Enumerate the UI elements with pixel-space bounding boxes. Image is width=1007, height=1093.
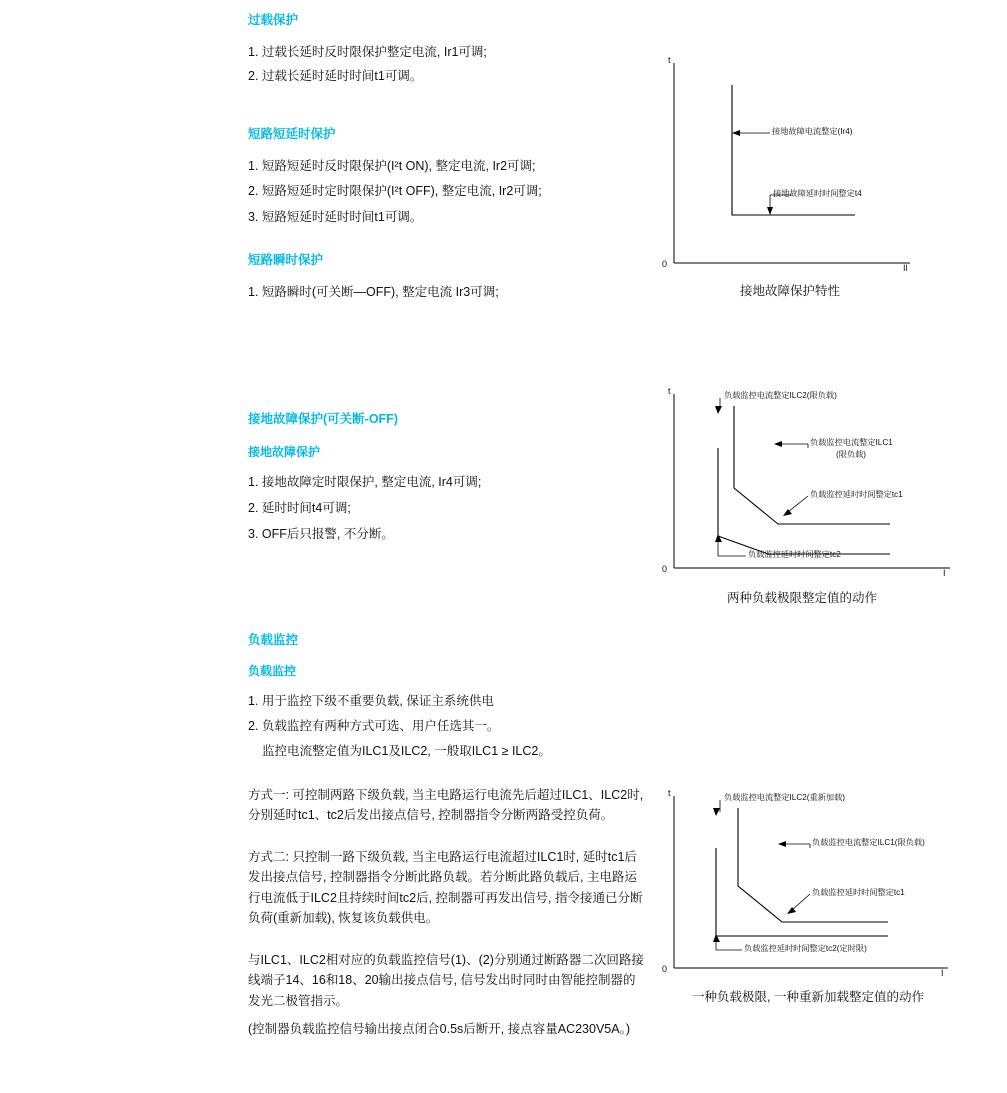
section-heading: 短路短延时保护 (248, 127, 336, 141)
figure-ground-fault-curve (660, 55, 920, 305)
annotation: 负载监控延时时间整定tc2 (748, 550, 841, 559)
paragraph: 方式一: 可控制两路下级负载, 当主电路运行电流先后超过ILC1、ILC2时, 分别延时tc1、tc2后发出接点信号, 控制器指令分断两路受控负荷。 (248, 787, 644, 822)
paragraph: 与ILC1、ILC2相对应的负载监控信号(1)、(2)分别通过断路器二次回路接线端子14、16和18、20输出接点信号, 信号发出时同时由智能控制器的发光二极管指示。 (248, 953, 644, 1008)
annotation: 负载监控电流整定ILC2(限负载) (724, 391, 837, 400)
annotation: 负载监控电流整定ILC1(限负载) (812, 838, 925, 847)
annotation: 负载监控延时时间整定tc1 (810, 490, 903, 499)
figure-caption: 一种负载极限, 一种重新加载整定值的动作 (692, 990, 924, 1004)
section-heading: 接地故障保护(可关断-OFF) (248, 412, 398, 426)
list-item: 1. 过载长延时反时限保护整定电流, Ir1可调; (248, 44, 487, 59)
paragraph: (控制器负载监控信号输出接点闭合0.5s后断开, 接点容量AC230V5A。) (248, 1021, 630, 1036)
figure-reload-limit-curve (660, 790, 970, 1020)
ground-fault-chart (660, 55, 920, 280)
section-heading: 短路瞬时保护 (248, 253, 324, 267)
section-subheading: 负载监控 (248, 663, 297, 678)
origin-label: 0 (662, 259, 668, 269)
list-item: 1. 短路瞬时(可关断—OFF), 整定电流 Ir3可调; (248, 284, 499, 299)
list-item-indented: 监控电流整定值为ILC1及ILC2, 一般取ILC1 ≥ ILC2。 (262, 743, 551, 758)
figure-caption: 接地故障保护特性 (739, 284, 840, 298)
list-item: 2. 过载长延时延时时间t1可调。 (248, 69, 423, 84)
section-load-monitor (248, 632, 648, 1039)
annotation: 负载监控电流整定ILC2(重新加载) (724, 793, 845, 802)
list-item: 2. 延时时间t4可调; (248, 501, 351, 516)
figure-caption: 两种负载极限整定值的动作 (726, 591, 877, 605)
annotation: 负载监控延时时间整定tc2(定时限) (744, 944, 867, 953)
list-item: 2. 短路短延时定时限保护(I²t OFF), 整定电流, Ir2可调; (248, 184, 542, 199)
section-overload (248, 12, 648, 86)
list-item: 3. OFF后只报警, 不分断。 (248, 526, 394, 541)
origin-label: 0 (662, 964, 668, 974)
annotation: 接地故障电流整定(Ir4) (772, 127, 853, 136)
y-axis-label: t (668, 55, 671, 65)
annotation: 负载监控电流整定ILC1 (810, 438, 893, 447)
x-axis-label: I (943, 568, 946, 578)
section-ground-fault (248, 411, 648, 544)
x-axis-label: Il (903, 263, 908, 273)
list-item: 3. 短路短延时延时时间t1可调。 (248, 210, 423, 224)
annotation: (限负载) (836, 450, 867, 459)
list-item: 1. 短路短延时反时限保护(I²t ON), 整定电流, Ir2可调; (248, 158, 536, 173)
section-heading: 负载监控 (248, 633, 299, 647)
paragraph: 方式二: 只控制一路下级负载, 当主电路运行电流超过ILC1时, 延时tc1后发出接点信号, 控制器指令分断此路负载。若分断此路负载后, 主电路运行电流低于ILC2且持续时间tc2后, 控制器可再发出信号, 指令接通已分断负荷(重新加载), 恢复该负载供电。 (248, 850, 643, 925)
y-axis-label: t (668, 386, 671, 396)
annotation: 负载监控延时时间整定tc1 (812, 888, 905, 897)
y-axis-label: t (668, 788, 671, 798)
list-item: 1. 接地故障定时限保护, 整定电流, Ir4可调; (248, 475, 482, 490)
list-item: 2. 负载监控有两种方式可选、用户任选其一。 (248, 719, 500, 734)
x-axis-label: I (941, 968, 944, 978)
section-heading: 过载保护 (248, 13, 299, 27)
list-item: 1. 用于监控下级不重要负载, 保证主系统供电 (248, 694, 494, 709)
section-short-circuit-short-delay (248, 126, 648, 227)
section-short-circuit-instant (248, 252, 648, 301)
origin-label: 0 (662, 564, 668, 574)
figure-two-load-limit-curve (660, 388, 960, 618)
annotation: 接地故障延时时间整定t4 (773, 189, 862, 198)
section-subheading: 接地故障保护 (248, 444, 321, 459)
